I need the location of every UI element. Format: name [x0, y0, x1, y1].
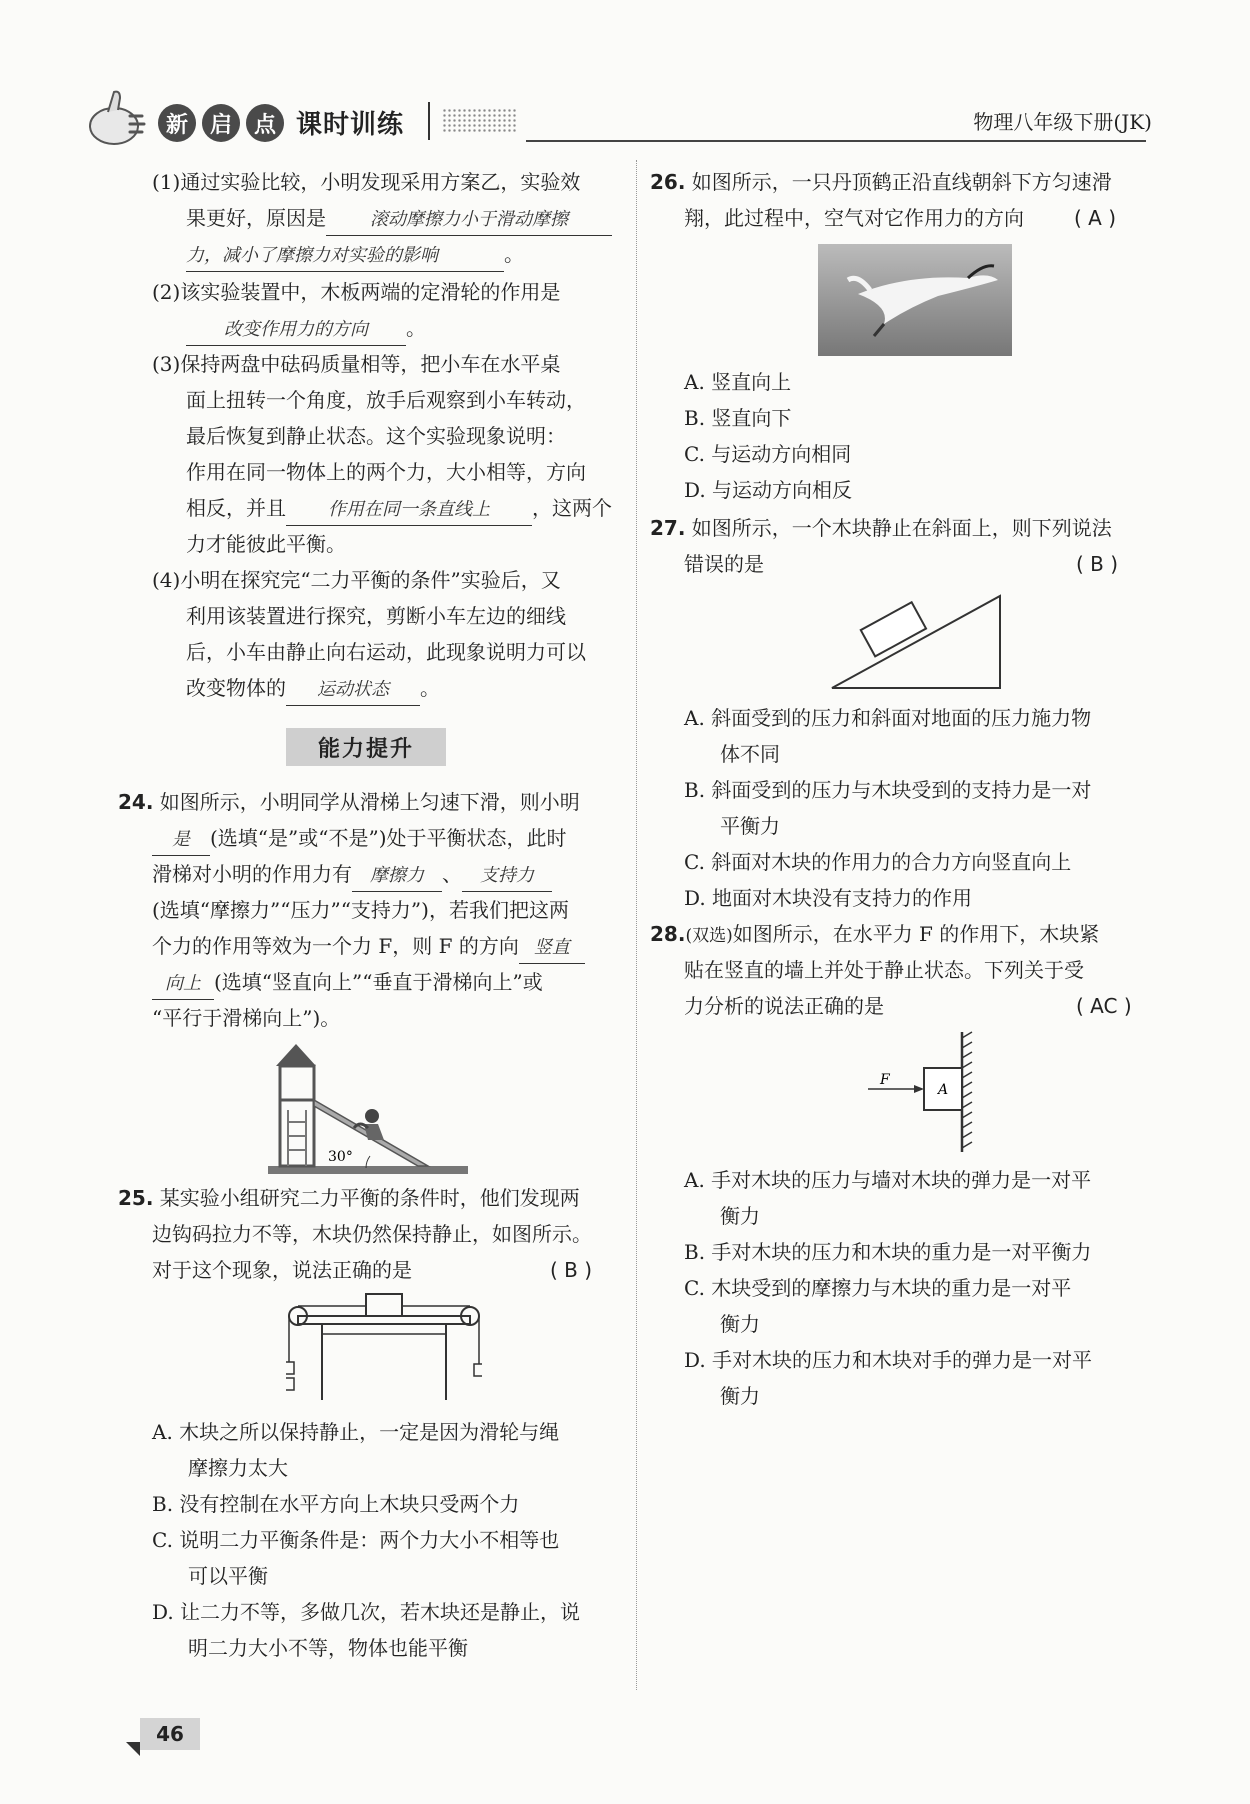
q24-line2 [152, 820, 567, 856]
q25-text1: 某实验小组研究二力平衡的条件时，他们发现两 [159, 1186, 580, 1210]
q26-option-d: D. 与运动方向相反 [684, 478, 853, 502]
q23-p1-line1: (1)通过实验比较，小明发现采用方案乙，实验效 [152, 170, 581, 194]
q24-number: 24. [118, 790, 154, 814]
q26-option-b: B. 竖直向下 [684, 406, 792, 430]
q23-p1-answer-b: 力，减小了摩擦力对实验的影响 [186, 241, 504, 272]
q28-number: 28. [650, 922, 686, 946]
q24-line4: (选填“摩擦力”“压力”“支持力”)，若我们把这两 [152, 898, 569, 922]
q28-line1 [650, 916, 1099, 954]
q23-p1-answer-a: 滚动摩擦力小于滑动摩擦 [326, 205, 612, 236]
q23-p4-line4 [186, 670, 440, 706]
q23-p4-line3: 后，小车由静止向右运动，此现象说明力可以 [186, 640, 586, 664]
q24-line1 [118, 784, 580, 820]
q27-number: 27. [650, 516, 686, 540]
q23-p1-period: 。 [504, 242, 524, 266]
q23-p4-period: 。 [420, 676, 440, 700]
section-title: 能力提升 [286, 728, 446, 766]
q27-option-b-line2: 平衡力 [720, 814, 780, 838]
crane-photo [818, 244, 1012, 356]
incline-figure [830, 586, 1004, 692]
q26-answer: ( A ) [1074, 206, 1117, 230]
q24-text6: (选填“竖直向上”“垂直于滑梯向上”或 [214, 970, 543, 994]
q25-option-a-line2: 摩擦力太大 [188, 1456, 288, 1480]
q23-p3-line2: 面上扭转一个角度，放手后观察到小车转动， [186, 388, 586, 412]
q23-p4-line1: (4)小明在探究完“二力平衡的条件”实验后，又 [152, 568, 561, 592]
slide-roof [276, 1044, 316, 1066]
q26-line1 [650, 164, 1112, 200]
q27-option-a-line2: 体不同 [720, 742, 780, 766]
q26-number: 26. [650, 170, 686, 194]
q24-answer-2: 摩擦力 [352, 861, 442, 892]
q24-answer-3: 支持力 [462, 861, 552, 892]
q27-answer: ( B ) [1076, 552, 1119, 576]
q23-p3-suffix: ，这两个 [532, 496, 612, 520]
q23-p3-line1: (3)保持两盘中砝码质量相等，把小车在水平桌 [152, 352, 561, 376]
q26-text1: 如图所示，一只丹顶鹤正沿直线朝斜下方匀速滑 [691, 170, 1112, 194]
q27-text1: 如图所示，一个木块静止在斜面上，则下列说法 [691, 516, 1112, 540]
q24-line6 [152, 964, 543, 1000]
q23-p2-answer-line [186, 310, 426, 346]
table-top [298, 1316, 470, 1324]
pulley-table-figure [286, 1292, 482, 1404]
q25-line1 [118, 1180, 580, 1216]
q24-answer-4a: 竖直 [519, 933, 585, 964]
q28-option-b: B. 手对木块的压力和木块的重力是一对平衡力 [684, 1240, 1092, 1264]
book-info: 物理八年级下册(JK) [973, 110, 1152, 134]
q28-text1: 如图所示，在水平力 F 的作用下，木块紧 [732, 922, 1100, 946]
weights-right [474, 1364, 482, 1376]
q27-option-c: C. 斜面对木块的作用力的合力方向竖直向上 [684, 850, 1072, 874]
q25-line3: 对于这个现象，说法正确的是 [152, 1258, 412, 1282]
q25-number: 25. [118, 1186, 154, 1210]
q28-answer: ( AC ) [1076, 994, 1132, 1018]
page-corner-mark [126, 1742, 140, 1756]
q26-option-c: C. 与运动方向相同 [684, 442, 852, 466]
block-label: A [938, 1082, 949, 1098]
q25-option-d-line2: 明二力大小不等，物体也能平衡 [188, 1636, 468, 1660]
brand-char-2: 启 [202, 104, 240, 142]
q23-p3-line5 [186, 490, 612, 526]
q23-p3-prefix: 相反，并且 [186, 496, 286, 520]
q23-p3-line3: 最后恢复到静止状态。这个实验现象说明： [186, 424, 566, 448]
q26-option-a: A. 竖直向上 [684, 370, 792, 394]
q27-option-d: D. 地面对木块没有支持力的作用 [684, 886, 973, 910]
q25-option-c-line1: C. 说明二力平衡条件是：两个力大小不相等也 [152, 1528, 560, 1552]
header-rule [526, 140, 1146, 142]
q28-line2: 贴在竖直的墙上并处于静止状态。下列关于受 [684, 958, 1084, 982]
q23-p1-line3 [186, 236, 524, 272]
q24-line7: “平行于滑梯向上”)。 [152, 1006, 341, 1030]
q24-text1: 如图所示，小明同学从滑梯上匀速下滑，则小明 [159, 790, 580, 814]
q28-option-d-line2: 衡力 [720, 1384, 760, 1408]
q23-p2-line1: (2)该实验装置中，木板两端的定滑轮的作用是 [152, 280, 561, 304]
q23-p4-line2: 利用该装置进行探究，剪断小车左边的细线 [186, 604, 566, 628]
q24-line3 [152, 856, 552, 892]
q24-answer-1: 是 [152, 825, 210, 856]
slide-figure [268, 1040, 468, 1174]
brand-char-1: 新 [158, 104, 196, 142]
wooden-block [366, 1294, 402, 1316]
q25-option-d-line1: D. 让二力不等，多做几次，若木块还是静止，说 [152, 1600, 581, 1624]
q23-p1-line2 [186, 200, 612, 236]
thumbs-up-icon [84, 88, 154, 150]
column-divider [636, 160, 637, 1690]
q27-line2: 错误的是 [684, 552, 764, 576]
q25-option-c-line2: 可以平衡 [188, 1564, 268, 1588]
incline-block [861, 602, 926, 656]
q24-text3: 滑梯对小明的作用力有 [152, 862, 352, 886]
q24-answer-4b: 向上 [152, 969, 214, 1000]
q23-p4-answer: 运动状态 [286, 675, 420, 706]
q25-option-a-line1: A. 木块之所以保持静止，一定是因为滑轮与绳 [152, 1420, 560, 1444]
q27-option-a-line1: A. 斜面受到的压力和斜面对地面的压力施力物 [684, 706, 1092, 730]
q28-option-c-line1: C. 木块受到的摩擦力与木块的重力是一对平 [684, 1276, 1072, 1300]
q24-text2: (选填“是”或“不是”)处于平衡状态，此时 [210, 826, 567, 850]
force-label: F [880, 1072, 890, 1088]
q23-p4-prefix: 改变物体的 [186, 676, 286, 700]
q27-line1 [650, 510, 1112, 546]
q25-line2: 边钩码拉力不等，木块仍然保持静止，如图所示。 [152, 1222, 592, 1246]
brand-char-3: 点 [246, 104, 284, 142]
page-number: 46 [140, 1718, 200, 1750]
series-title: 课时训练 [296, 110, 405, 140]
q25-answer: ( B ) [550, 1258, 593, 1282]
wall-block-figure [866, 1030, 978, 1154]
q23-p2-period: 。 [406, 316, 426, 340]
q24-text5: 个力的作用等效为一个力 F，则 F 的方向 [152, 934, 519, 958]
q26-line2: 翔，此过程中，空气对它作用力的方向 [684, 206, 1024, 230]
q25-option-b: B. 没有控制在水平方向上木块只受两个力 [152, 1492, 520, 1516]
q28-option-c-line2: 衡力 [720, 1312, 760, 1336]
q23-p1-prefix: 果更好，原因是 [186, 206, 326, 230]
q24-sep: 、 [442, 862, 462, 886]
q28-option-d-line1: D. 手对木块的压力和木块对手的弹力是一对平 [684, 1348, 1093, 1372]
header-separator [428, 102, 430, 140]
header-dots-decoration [442, 108, 516, 134]
q28-line3: 力分析的说法正确的是 [684, 994, 884, 1018]
q28-tag: (双选) [685, 926, 733, 946]
q28-option-a-line1: A. 手对木块的压力与墙对木块的弹力是一对平 [684, 1168, 1092, 1192]
q23-p3-line4: 作用在同一物体上的两个力，大小相等，方向 [186, 460, 586, 484]
boy-head [365, 1109, 379, 1123]
slide-angle-label: 30° [328, 1149, 353, 1165]
q27-option-b-line1: B. 斜面受到的压力与木块受到的支持力是一对 [684, 778, 1092, 802]
weights-left [286, 1362, 294, 1374]
q23-p3-answer: 作用在同一条直线上 [286, 495, 532, 526]
q28-option-a-line2: 衡力 [720, 1204, 760, 1228]
q24-line5 [152, 928, 585, 964]
q23-p3-line6: 力才能彼此平衡。 [186, 532, 346, 556]
q23-p2-answer: 改变作用力的方向 [186, 315, 406, 346]
